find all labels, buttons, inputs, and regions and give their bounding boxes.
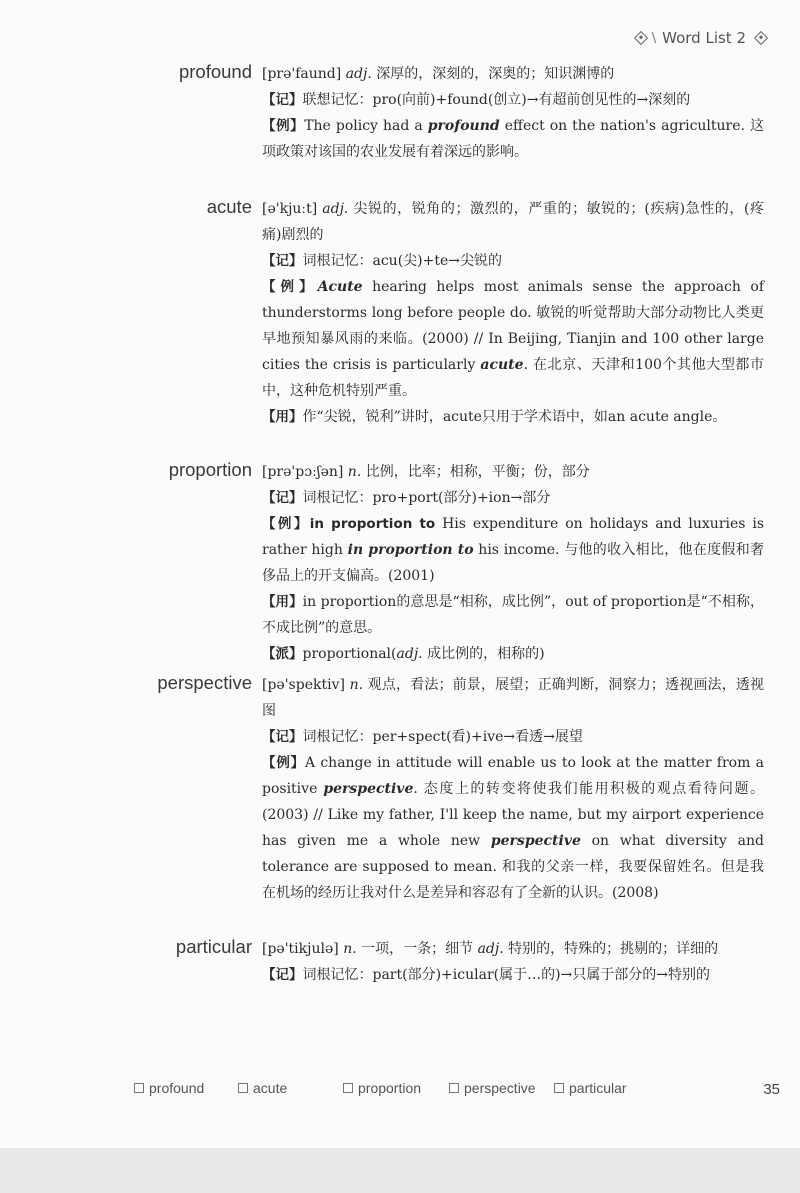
derivation-note xyxy=(262,641,764,667)
memory-note xyxy=(262,962,764,988)
memo-tag: 【记】 xyxy=(262,253,303,269)
diamond-icon xyxy=(634,31,648,45)
checklist-item[interactable] xyxy=(238,1080,287,1096)
example-keyword: perspective xyxy=(490,833,581,849)
definition-line xyxy=(262,672,764,724)
footer-checklist xyxy=(0,1078,800,1102)
example-text: A change in attitude will enable us to look at the matter from a positive xyxy=(262,755,764,797)
derivation-text: proportional( xyxy=(302,646,397,662)
phonetic: [ə'kjuːt] xyxy=(262,201,318,217)
headword: profound xyxy=(178,61,252,82)
phonetic: [pə'spektiv] xyxy=(262,677,345,693)
memory-note xyxy=(262,87,764,113)
running-header xyxy=(636,26,766,50)
example-keyword: acute xyxy=(480,357,524,373)
memo-text: 词根记忆：acu(尖)+te→尖锐的 xyxy=(302,253,502,269)
example-text: The policy had a xyxy=(304,118,428,134)
memory-note xyxy=(262,724,764,750)
memo-text: 词根记忆：part(部分)+icular(属于…的)→只属于部分的→特别的 xyxy=(302,967,711,983)
entry-body xyxy=(262,61,764,165)
definition: 比例，比率；相称，平衡；份，部分 xyxy=(365,464,590,480)
page-edge-shadow xyxy=(0,1148,800,1193)
phonetic: [prə'pɔːʃən] xyxy=(262,464,344,480)
phonetic: [pə'tikjulə] xyxy=(262,941,339,957)
memory-note xyxy=(262,485,764,511)
part-of-speech: adj. xyxy=(345,66,372,82)
memo-tag: 【记】 xyxy=(262,967,303,983)
definition-line xyxy=(262,61,764,87)
example-keyword: in proportion to xyxy=(347,542,474,558)
usage-note xyxy=(262,589,764,641)
derivation-text: 成比例的，相称的) xyxy=(422,646,545,662)
memo-tag: 【记】 xyxy=(262,729,303,745)
definition: 观点，看法；前景，展望；正确判断，洞察力；透视画法，透视图 xyxy=(262,677,765,719)
entry-body xyxy=(262,459,764,667)
example-text: effect on the nation's agriculture. 这项政策对该国的农业发展有着深远的影响。 xyxy=(262,118,764,160)
example-tag: 【例】 xyxy=(262,279,318,295)
checkbox-icon[interactable] xyxy=(449,1083,459,1093)
example-text: on what diversity and tolerance are supposed to mean. 和我的父亲一样，我要保留姓名。但是我在机场的经历让我对什么是差异和容忍有了全新的认识。(2008) xyxy=(262,833,764,901)
checklist-label: acute xyxy=(253,1080,288,1096)
page-number: 35 xyxy=(763,1081,780,1098)
part-of-speech: adj. xyxy=(322,201,349,217)
example-text: . 态度上的转变将使我们能用积极的观点看待问题。(2003) // Like my father, I'll keep the name, but my airport experience has given me a whole new xyxy=(262,781,764,849)
divider-mark: \ xyxy=(651,30,657,46)
memo-tag: 【记】 xyxy=(262,92,303,108)
example xyxy=(262,274,764,404)
example-text: his income. 与他的收入相比，他在度假和奢侈品上的开支偏高。(2001) xyxy=(262,542,764,584)
derivation-pos: adj. xyxy=(396,646,423,662)
checklist-label: proportion xyxy=(358,1080,422,1096)
part-of-speech: n. xyxy=(343,941,357,957)
checklist-item[interactable] xyxy=(134,1080,204,1096)
example xyxy=(262,511,764,589)
definition: 特别的，特殊的；挑剔的；详细的 xyxy=(508,941,719,957)
example xyxy=(262,113,764,165)
entry-body xyxy=(262,672,764,906)
checkbox-icon[interactable] xyxy=(134,1083,144,1093)
definition: 尖锐的，锐角的；激烈的，严重的；敏锐的；(疾病)急性的，(疼痛)剧烈的 xyxy=(262,201,764,243)
memo-text: 词根记忆：pro+port(部分)+ion→部分 xyxy=(302,490,551,506)
headword: acute xyxy=(206,196,252,217)
checklist-item[interactable] xyxy=(449,1080,536,1096)
derivation-tag: 【派】 xyxy=(262,646,303,662)
memo-text: 词根记忆：per+spect(看)+ive→看透→展望 xyxy=(302,729,583,745)
usage-tag: 【用】 xyxy=(262,409,303,425)
checklist-item[interactable] xyxy=(343,1080,421,1096)
part-of-speech: n. xyxy=(347,464,362,480)
part-of-speech: adj. xyxy=(477,941,504,957)
phonetic: [prə'faund] xyxy=(262,66,342,82)
definition-line xyxy=(262,459,764,485)
definition-line xyxy=(262,936,764,962)
entry-body xyxy=(262,936,764,988)
example-keyword: perspective xyxy=(323,781,414,797)
checklist-label: perspective xyxy=(464,1080,536,1096)
part-of-speech: n. xyxy=(349,677,364,693)
example-phrase: in proportion to xyxy=(309,516,436,532)
usage-text: 作“尖锐，锐利”讲时，acute只用于学术语中，如an acute angle。 xyxy=(302,409,727,425)
entry-body xyxy=(262,196,764,430)
example-text: hearing helps most animals sense the approach of thunderstorms long before people do. 敏锐的听觉帮助大部分动物比人类更早地预知暴风雨的来临。(2000) // In Beijing, Tianjin and 100 other large cities the crisis is particularly xyxy=(262,279,764,373)
example-text: . 在北京、天津和100个其他大型都市中，这种危机特别严重。 xyxy=(262,357,764,399)
checklist-label: particular xyxy=(569,1080,627,1096)
memo-tag: 【记】 xyxy=(262,490,303,506)
example-keyword: Acute xyxy=(317,279,363,295)
checkbox-icon[interactable] xyxy=(343,1083,353,1093)
word-list-title: Word List 2 xyxy=(662,29,746,47)
headword: perspective xyxy=(157,672,252,693)
example-tag: 【例】 xyxy=(262,755,305,771)
memory-note xyxy=(262,248,764,274)
definition-line xyxy=(262,196,764,248)
definition: 深厚的，深刻的，深奥的；知识渊博的 xyxy=(376,66,615,82)
definition: 一项，一条；细节 xyxy=(361,941,474,957)
example-text: His expenditure on holidays and luxuries is rather high xyxy=(262,516,765,558)
example-tag: 【例】 xyxy=(262,516,310,532)
example-tag: 【例】 xyxy=(262,118,305,134)
headword: proportion xyxy=(168,459,252,480)
usage-note xyxy=(262,404,764,430)
checklist-item[interactable] xyxy=(554,1080,627,1096)
checkbox-icon[interactable] xyxy=(554,1083,564,1093)
usage-tag: 【用】 xyxy=(262,594,303,610)
headword: particular xyxy=(175,936,252,957)
example xyxy=(262,750,764,906)
example-keyword: profound xyxy=(427,118,500,134)
diamond-icon xyxy=(754,31,768,45)
memo-text: 联想记忆：pro(向前)+found(创立)→有超前创见性的→深刻的 xyxy=(302,92,691,108)
usage-text: in proportion的意思是“相称，成比例”，out of proportion是“不相称，不成比例”的意思。 xyxy=(262,594,764,636)
checkbox-icon[interactable] xyxy=(238,1083,248,1093)
checklist-label: profound xyxy=(149,1080,205,1096)
